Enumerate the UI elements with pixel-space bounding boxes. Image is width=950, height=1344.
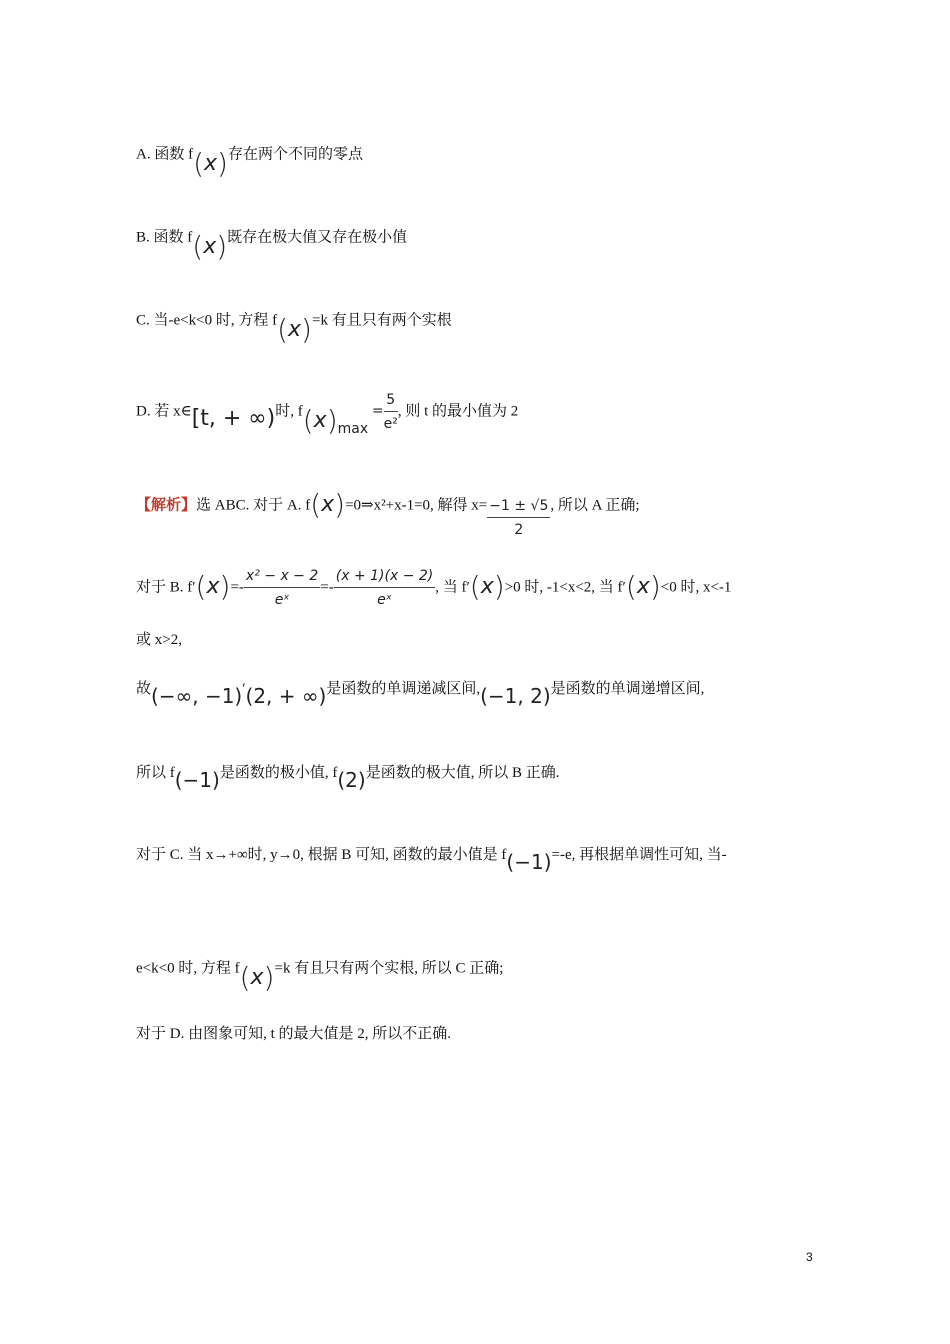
option-a — [136, 140, 363, 180]
solution-l5-a: 所以 f — [136, 765, 175, 781]
solution-label: 【解析】 — [136, 497, 197, 514]
solution-l4-sep: ′ — [242, 681, 246, 697]
math-f-neg1: (−1) — [174, 768, 220, 792]
fraction-5-over-e2: $\frac{5}{\text{e²}}$ — [383, 392, 398, 432]
solution-line-3 — [136, 630, 182, 650]
solution-l1-b: =0⇒x²+x-1=0, 解得 x= — [345, 497, 488, 514]
option-d-text: , 则 t 的最小值为 2 — [397, 403, 519, 420]
option-a-prefix: A. 函数 f — [136, 146, 194, 163]
math-fx-s1: (x) — [310, 487, 346, 521]
solution-l2-f: <0 时, x<-1 — [660, 579, 732, 596]
fraction-root: $\frac{-1 \pm √5}{2}$ — [489, 498, 549, 538]
solution-l2-c: =- — [320, 579, 334, 596]
solution-l4-a: 故 — [136, 681, 152, 697]
solution-line-4 — [136, 676, 705, 708]
math-fx-d: (x)max — [302, 403, 369, 438]
solution-l6-b: =-e, 再根据单调性可知, 当- — [551, 847, 727, 863]
math-fx-s2c: (x) — [625, 569, 661, 603]
solution-l4-c: 是函数的单调递增区间, — [550, 681, 705, 697]
option-b-prefix: B. 函数 f — [136, 229, 193, 246]
solution-l8: 对于 D. 由图象可知, t 的最大值是 2, 所以不正确. — [136, 1026, 452, 1042]
option-d-prefix: D. 若 x∈ — [136, 403, 192, 420]
interval-decreasing-1: (−∞, −1) — [151, 684, 243, 708]
math-interval-d: [t, + ∞) — [191, 406, 276, 432]
solution-line-5 — [136, 760, 560, 792]
solution-line-8 — [136, 1024, 451, 1044]
solution-l1-c: , 所以 A 正确; — [550, 497, 640, 514]
option-c-text: =k 有且只有两个实根 — [311, 312, 452, 329]
option-b — [136, 223, 408, 263]
solution-l3: 或 x>2, — [136, 632, 182, 648]
solution-l5-b: 是函数的极小值, f — [219, 765, 338, 781]
solution-l4-b: 是函数的单调递减区间, — [326, 681, 481, 697]
solution-l5-c: 是函数的极大值, 所以 B 正确. — [365, 765, 560, 781]
solution-line-7 — [136, 954, 504, 994]
solution-l6-a: 对于 C. 当 x→+∞时, y→0, 根据 B 可知, 函数的最小值是 f — [136, 847, 507, 863]
math-f-neg1-min: (−1) — [506, 850, 552, 874]
option-d — [136, 390, 519, 438]
option-b-text: 既存在极大值又存在极小值 — [227, 229, 408, 246]
math-fx-s2b: (x) — [469, 569, 505, 603]
math-fx-s2a: (x) — [195, 569, 231, 603]
page-number: 3 — [806, 1250, 813, 1264]
math-fx-c: (x) — [277, 313, 312, 346]
math-f-2: (2) — [337, 768, 366, 792]
interval-increasing: (−1, 2) — [480, 684, 551, 708]
solution-line-6 — [136, 842, 727, 874]
solution-l2-e: >0 时, -1<x<2, 当 f′ — [504, 579, 626, 596]
math-fx-a: (x) — [193, 147, 228, 180]
option-d-mid: 时, f — [275, 403, 303, 420]
interval-decreasing-2: (2, + ∞) — [245, 684, 327, 708]
math-fx-b: (x) — [192, 230, 228, 263]
solution-l7-b: =k 有且只有两个实根, 所以 C 正确; — [274, 960, 504, 977]
option-d-eq: = — [371, 403, 384, 420]
fraction-derivative-1: $\frac{\text{x² − x − 2}}{\text{eˣ}}$ — [245, 568, 319, 608]
solution-l7-a: e<k<0 时, 方程 f — [136, 960, 240, 977]
option-c-prefix: C. 当-e<k<0 时, 方程 f — [136, 312, 278, 329]
solution-line-2 — [136, 566, 731, 610]
option-c — [136, 306, 452, 346]
solution-l2-d: , 当 f′ — [435, 579, 470, 596]
solution-l2-b: =- — [230, 579, 244, 596]
solution-l2-a: 对于 B. f′ — [136, 579, 196, 596]
option-a-text: 存在两个不同的零点 — [227, 146, 363, 163]
fraction-derivative-2: $\frac{(x + 1)(x - 2)}{\text{eˣ}}$ — [335, 568, 434, 608]
solution-line-1 — [136, 484, 640, 538]
solution-l1-a: 选 ABC. 对于 A. f — [196, 497, 311, 514]
math-fx-s7: (x) — [239, 961, 275, 994]
